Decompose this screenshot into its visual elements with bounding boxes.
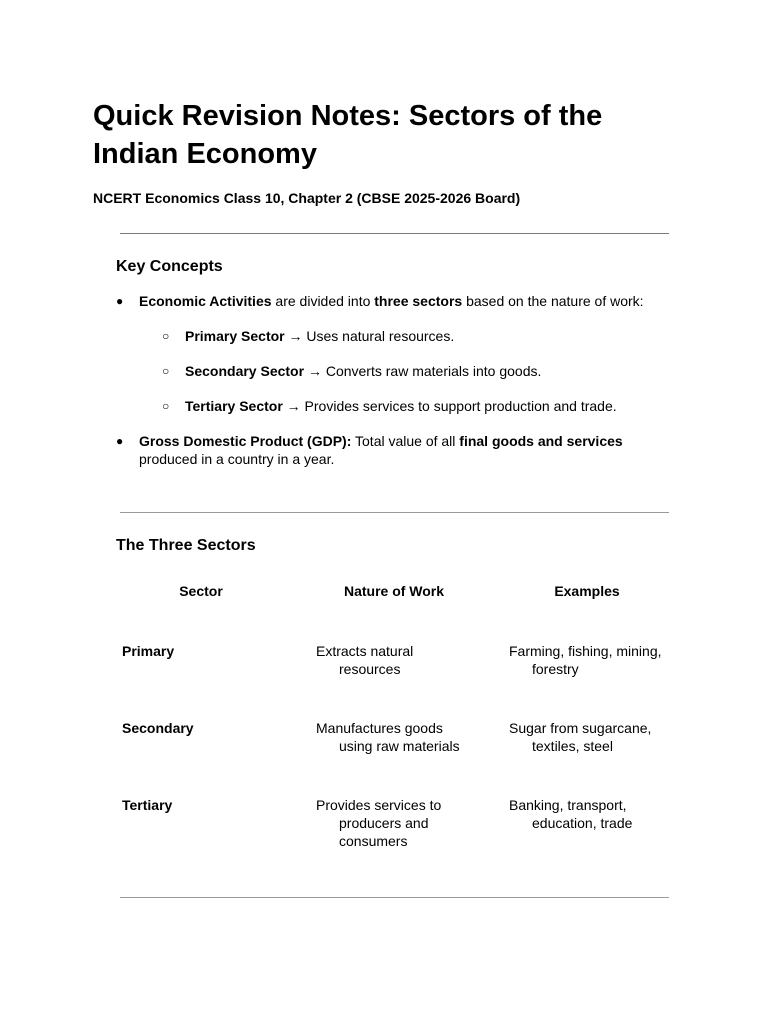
cell-line: using raw materials xyxy=(339,738,460,754)
term-gdp: Gross Domestic Product (GDP): xyxy=(139,433,352,449)
key-concepts-heading: Key Concepts xyxy=(116,258,223,275)
sub-item-text: → Provides services to support production and trade. xyxy=(282,398,617,414)
sub-bullet-marker: ○ xyxy=(162,399,170,413)
divider xyxy=(120,512,669,513)
cell-line: Extracts natural xyxy=(316,643,414,659)
cell-line: resources xyxy=(339,661,401,677)
page-title: Quick Revision Notes: Sectors of the Indian Economy xyxy=(93,100,603,170)
table-header-examples: Examples xyxy=(554,583,620,599)
sub-item-tertiary xyxy=(185,397,665,415)
list-item-text: produced in a country in a year. xyxy=(139,451,335,467)
table-cell-nature xyxy=(316,796,496,850)
term-tertiary-sector: Tertiary Sector xyxy=(185,398,283,414)
sub-bullet-marker: ○ xyxy=(162,329,170,343)
table-cell-nature xyxy=(316,719,496,755)
cell-line: consumers xyxy=(339,833,408,849)
table-header-nature: Nature of Work xyxy=(343,583,445,599)
cell-line: producers and xyxy=(339,815,429,831)
term-primary-sector: Primary Sector xyxy=(185,328,285,344)
bullet-marker: ● xyxy=(116,434,124,448)
list-item-text: based on the nature of work: xyxy=(462,293,644,309)
table-cell-sector: Secondary xyxy=(122,720,194,736)
term-economic-activities: Economic Activities xyxy=(139,293,272,309)
sub-bullet-marker: ○ xyxy=(162,364,170,378)
list-item-gdp xyxy=(139,432,639,468)
cell-line: education, trade xyxy=(532,815,633,831)
cell-line: Sugar from sugarcane, xyxy=(509,720,652,736)
term-final-goods: final goods and services xyxy=(459,433,623,449)
sub-item-text: → Converts raw materials into goods. xyxy=(304,363,542,379)
page-subtitle: NCERT Economics Class 10, Chapter 2 (CBSE 2025-2026 Board) xyxy=(93,190,521,206)
table-cell-sector: Tertiary xyxy=(122,797,173,813)
table-cell-examples xyxy=(509,796,679,832)
table-cell-sector: Primary xyxy=(122,643,175,659)
divider xyxy=(120,897,669,898)
table-cell-nature xyxy=(316,642,496,678)
table-header-sector: Sector xyxy=(179,583,223,599)
cell-line: textiles, steel xyxy=(532,738,613,754)
term-secondary-sector: Secondary Sector xyxy=(185,363,305,379)
list-item-text: Total value of all xyxy=(351,433,460,449)
table-cell-examples xyxy=(509,642,679,678)
sub-item-secondary xyxy=(185,362,665,380)
list-item-text: are divided into xyxy=(271,293,375,309)
list-item-economic-activities xyxy=(139,292,669,310)
cell-line: Banking, transport, xyxy=(509,797,627,813)
cell-line: forestry xyxy=(532,661,579,677)
term-three-sectors: three sectors xyxy=(374,293,463,309)
divider xyxy=(120,233,669,234)
cell-line: Manufactures goods xyxy=(316,720,443,736)
three-sectors-heading: The Three Sectors xyxy=(116,537,256,554)
table-cell-examples xyxy=(509,719,679,755)
sub-item-primary xyxy=(185,327,665,345)
sub-item-text: → Uses natural resources. xyxy=(284,328,455,344)
bullet-marker: ● xyxy=(116,294,124,308)
cell-line: Farming, fishing, mining, xyxy=(509,643,662,659)
cell-line: Provides services to xyxy=(316,797,442,813)
